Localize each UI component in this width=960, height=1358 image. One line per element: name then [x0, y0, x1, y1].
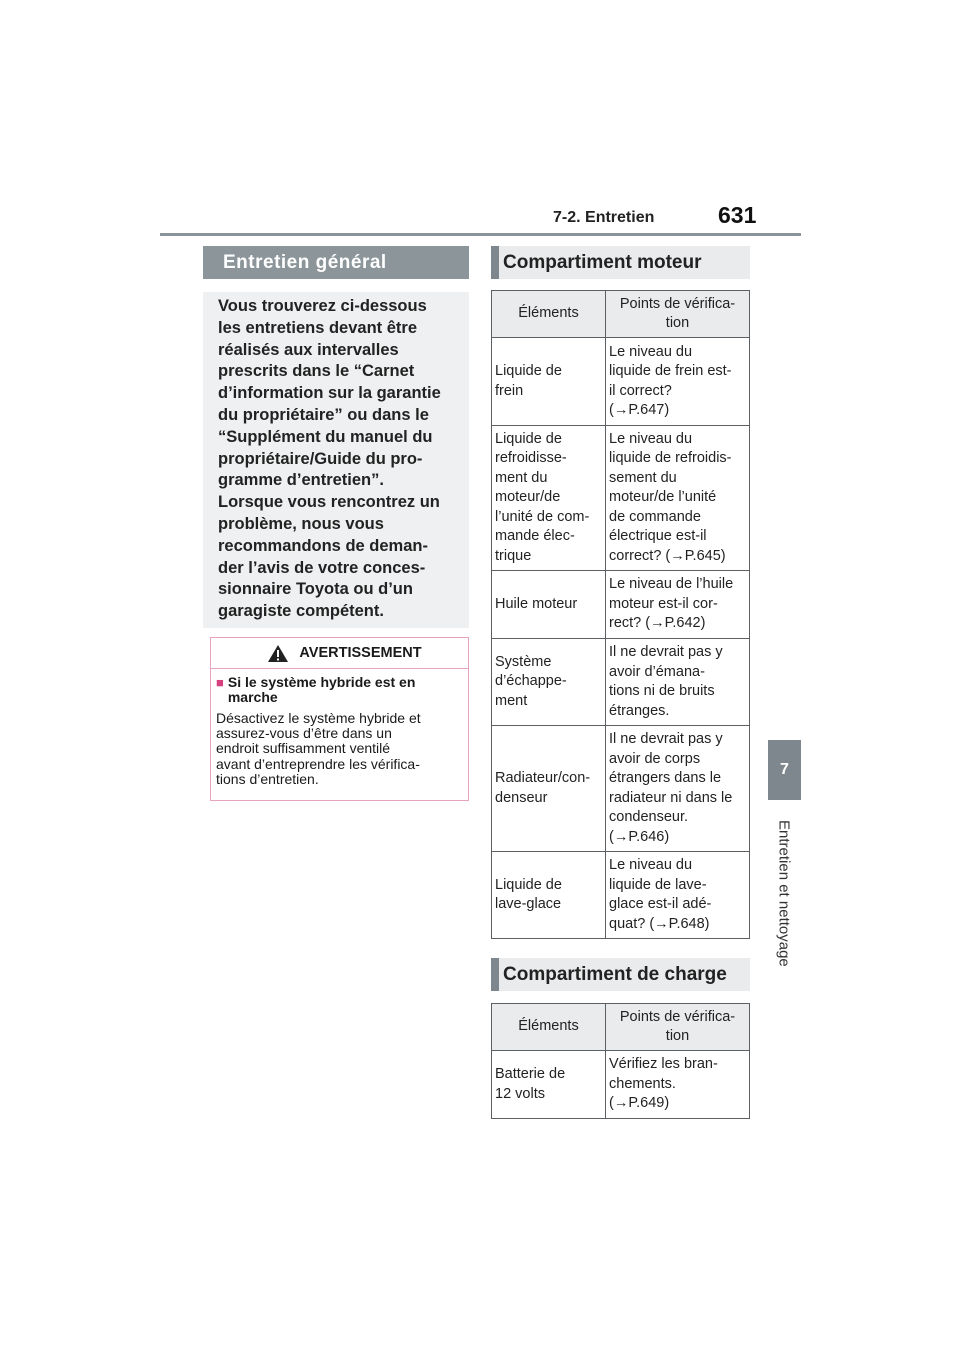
header-checks: [606, 291, 750, 338]
intro-line: recommandons de deman-: [218, 536, 428, 555]
cell-line: radiateur ni dans le: [609, 789, 733, 806]
item-cell: [492, 571, 606, 639]
section-heading: 7-2. Entretien: [553, 209, 655, 226]
header-text: tion: [665, 1028, 690, 1044]
warning-text-line: Désactivez le système hybride et: [216, 710, 421, 726]
cell-line: de commande: [609, 508, 701, 525]
header-text: Points de vérifica-: [619, 295, 736, 312]
item-cell: [492, 726, 606, 852]
warning-text-line: assurez-vous d’être dans un: [216, 725, 392, 742]
cell-line: 12 volts: [495, 1085, 545, 1102]
page-reference[interactable]: (→P.646): [609, 828, 670, 845]
page-number: 631: [718, 202, 757, 228]
cell-line: Vérifiez les bran-: [609, 1056, 718, 1073]
cell-line: moteur/de l’unité: [609, 489, 717, 506]
item-cell: [492, 1051, 606, 1119]
cell-line: Il ne devrait pas y: [609, 644, 723, 660]
cell-line: Le niveau du: [609, 857, 693, 873]
page-reference[interactable]: rect? (→P.642): [609, 615, 706, 632]
header-items: [492, 1004, 606, 1051]
cell-line: Liquide de: [495, 363, 562, 379]
header-divider: [160, 233, 801, 236]
intro-line: problème, nous vous: [218, 514, 384, 533]
cell-line: Il ne devrait pas y: [609, 731, 723, 747]
intro-line: gramme d’entretien”.: [218, 471, 384, 490]
table-row: [492, 639, 750, 726]
cell-line: il correct?: [609, 382, 672, 399]
cell-line: moteur est-il cor-: [609, 595, 718, 612]
intro-line: les entretiens devant être: [218, 318, 417, 337]
cell-line: condenseur.: [609, 809, 689, 825]
cargo-compartment-title: Compartiment de charge: [491, 958, 750, 991]
check-cell: [606, 426, 750, 571]
warning-text-line: avant d’entreprendre les vérifica-: [216, 755, 420, 772]
warning-text: [216, 711, 468, 787]
cell-line: Système: [495, 653, 552, 670]
check-cell: [606, 852, 750, 939]
chapter-label: Entretien et nettoyage: [775, 819, 793, 967]
check-cell: [606, 639, 750, 726]
cell-line: étrangers dans le: [609, 770, 722, 786]
table-header-row: [492, 1004, 750, 1051]
chapter-tab[interactable]: 7: [768, 740, 801, 800]
cell-line: Liquide de: [495, 430, 562, 447]
item-cell: [492, 338, 606, 426]
warning-triangle-icon: [267, 644, 289, 663]
cell-line: chements.: [609, 1075, 676, 1092]
intro-line: propriétaire/Guide du pro-: [218, 449, 423, 468]
check-cell: [606, 571, 750, 639]
cell-line: Batterie de: [495, 1066, 566, 1082]
check-cell: [606, 1051, 750, 1119]
cell-line: liquide de frein est-: [609, 363, 732, 379]
intro-line: Vous trouverez ci-dessous: [218, 297, 427, 315]
item-cell: [492, 639, 606, 726]
intro-line: der l’avis de votre conces-: [218, 558, 426, 577]
item-cell: [492, 426, 606, 571]
cell-line: mande élec-: [495, 528, 575, 545]
warning-header: [211, 638, 468, 669]
header-text: Éléments: [518, 1018, 579, 1035]
table-row: [492, 426, 750, 571]
header-text: tion: [665, 315, 690, 331]
cell-line: lave-glace: [495, 896, 562, 912]
page-reference[interactable]: correct? (→P.645): [609, 547, 726, 564]
cell-line: sement du: [609, 469, 677, 486]
intro-line: du propriétaire” ou dans le: [218, 405, 429, 424]
header-items: [492, 291, 606, 338]
intro-line: d’information sur la garantie: [218, 384, 441, 403]
page-reference[interactable]: quat? (→P.648): [609, 915, 710, 932]
cell-line: Le niveau de l’huile: [609, 576, 734, 593]
square-bullet-icon: ■: [216, 675, 224, 690]
engine-table: [491, 290, 750, 939]
cell-line: Radiateur/con-: [495, 770, 591, 786]
check-cell: [606, 726, 750, 852]
cargo-table: [491, 1003, 750, 1119]
cell-line: denseur: [495, 789, 548, 806]
check-cell: [606, 338, 750, 426]
cell-line: Liquide de: [495, 876, 562, 893]
warning-title-line: Si le système hybride est en: [227, 674, 416, 690]
intro-line: réalisés aux intervalles: [218, 340, 399, 359]
warning-item-title: [216, 675, 468, 705]
warning-box: [210, 637, 469, 801]
cell-line: frein: [495, 382, 524, 399]
page-reference[interactable]: (→P.649): [609, 1095, 670, 1112]
general-maintenance-title: Entretien général: [203, 246, 469, 279]
cell-line: avoir de corps: [609, 750, 701, 767]
cell-line: trique: [495, 547, 532, 564]
warning-heading: AVERTISSEMENT: [299, 645, 422, 661]
cell-line: Huile moteur: [495, 595, 578, 612]
header-text: Points de vérifica-: [619, 1008, 736, 1025]
cell-line: Le niveau du: [609, 430, 693, 447]
table-row: [492, 571, 750, 639]
cell-line: Le niveau du: [609, 343, 693, 360]
table-row: [492, 852, 750, 939]
cell-line: étranges.: [609, 702, 670, 719]
cell-line: ment du: [495, 469, 548, 486]
cell-line: glace est-il adé-: [609, 896, 712, 912]
item-cell: [492, 852, 606, 939]
cell-line: électrique est-il: [609, 528, 707, 545]
cell-line: d’échappe-: [495, 673, 567, 690]
intro-line: “Supplément du manuel du: [218, 427, 433, 446]
intro-line: sionnaire Toyota ou d’un: [218, 580, 413, 599]
page-reference[interactable]: (→P.647): [609, 402, 670, 418]
warning-title-line: marche: [227, 689, 278, 705]
cell-line: liquide de refroidis-: [609, 450, 732, 467]
warning-text-line: endroit suffisamment ventilé: [216, 740, 391, 757]
cell-line: moteur/de: [495, 489, 561, 506]
cell-line: liquide de lave-: [609, 876, 707, 893]
intro-line: prescrits dans le “Carnet: [218, 362, 415, 381]
table-header-row: [492, 291, 750, 338]
cell-line: l’unité de com-: [495, 508, 590, 525]
engine-compartment-title: Compartiment moteur: [491, 246, 750, 279]
intro-line: Lorsque vous rencontrez un: [218, 493, 440, 512]
table-row: [492, 338, 750, 426]
cell-line: tions ni de bruits: [609, 683, 715, 699]
table-row: [492, 1051, 750, 1119]
warning-text-line: tions d’entretien.: [216, 770, 319, 787]
cell-line: ment: [495, 692, 528, 709]
cell-line: refroidisse-: [495, 450, 567, 467]
intro-line: garagiste compétent.: [218, 602, 384, 621]
intro-text: [203, 292, 469, 628]
table-row: [492, 726, 750, 852]
cell-line: avoir d’émana-: [609, 663, 705, 680]
header-checks: [606, 1004, 750, 1051]
header-text: Éléments: [518, 305, 579, 322]
